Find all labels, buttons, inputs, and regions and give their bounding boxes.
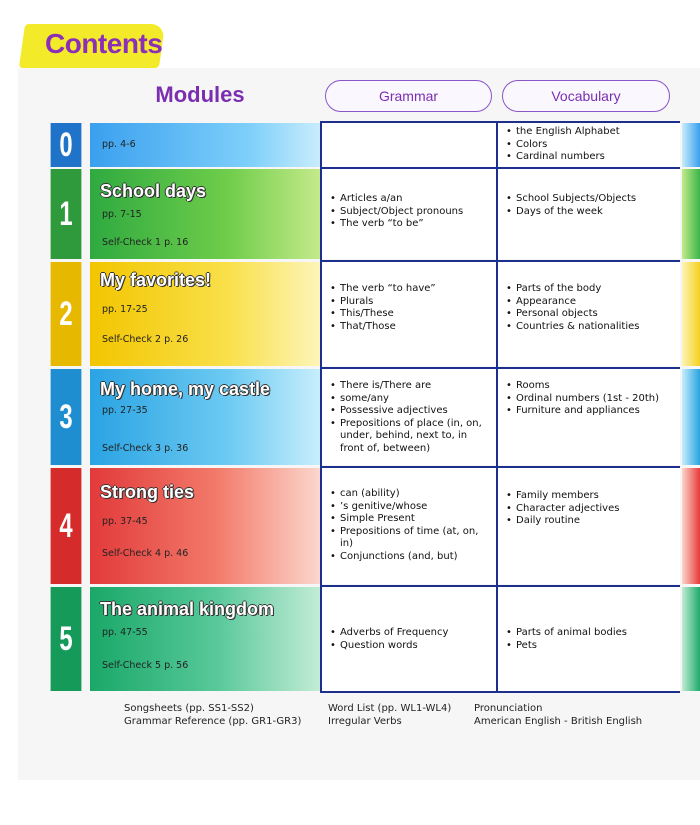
footer-item: Songsheets (pp. SS1-SS2) [124, 703, 254, 714]
list-item: • ’s genitive/whose [330, 501, 485, 514]
grammar-list [330, 283, 436, 333]
module-number: 4 [51, 468, 82, 584]
frame-divider [320, 121, 680, 123]
list-item: • The verb “to have” [330, 283, 436, 296]
vocabulary-heading: Vocabulary [502, 80, 670, 112]
list-item: • Possessive adjectives [330, 405, 490, 418]
edge-strip [682, 369, 700, 465]
grammar-list [330, 380, 490, 456]
vocabulary-list [506, 193, 636, 218]
list-item: • Adverbs of Frequency [330, 627, 448, 640]
vocabulary-list [506, 380, 659, 418]
module-self-check: Self-Check 3 p. 36 [102, 443, 189, 454]
list-item: • School Subjects/Objects [506, 193, 636, 206]
footer-item: Word List (pp. WL1-WL4) [328, 703, 452, 714]
grammar-cell [322, 369, 496, 465]
frame-divider [320, 121, 322, 693]
list-item: • Cardinal numbers [506, 151, 620, 164]
list-item: • Question words [330, 640, 448, 653]
list-item: • Countries & nationalities [506, 321, 639, 334]
list-item: • Conjunctions (and, but) [330, 551, 485, 564]
frame-divider [496, 121, 498, 693]
vocabulary-list [506, 627, 627, 652]
vocabulary-list [506, 490, 619, 528]
list-item: • Prepositions of time (at, on, in) [330, 526, 485, 551]
list-item: • The verb “to be” [330, 218, 463, 231]
frame-divider [322, 585, 680, 587]
vocabulary-cell [498, 123, 680, 167]
footer-item: Irregular Verbs [328, 715, 402, 727]
grammar-cell [322, 123, 496, 167]
edge-strip [682, 587, 700, 691]
edge-strip [682, 468, 700, 584]
grammar-cell [322, 169, 496, 259]
module-pages: pp. 47-55 [102, 627, 148, 638]
list-item: • Simple Present [330, 513, 485, 526]
frame-divider [322, 367, 680, 369]
list-item: • Parts of the body [506, 283, 639, 296]
module-pages: pp. 7-15 [102, 209, 142, 220]
list-item: • Rooms [506, 380, 659, 393]
modules-heading: Modules [155, 82, 245, 107]
vocabulary-list [506, 283, 639, 333]
list-item: • There is/There are [330, 380, 490, 393]
edge-strip [682, 262, 700, 366]
list-item: • Plurals [330, 296, 436, 309]
module-number: 0 [51, 123, 82, 167]
module-row-3 [44, 369, 680, 465]
module-number: 2 [51, 262, 82, 366]
list-item: • Appearance [506, 296, 639, 309]
list-item: • Personal objects [506, 308, 639, 321]
footer-item: American English - British English [474, 715, 643, 727]
module-title: My home, my castle [100, 379, 271, 399]
vocabulary-cell [498, 369, 680, 465]
list-item: • Parts of animal bodies [506, 627, 627, 640]
grammar-cell [322, 587, 496, 691]
module-row-4 [44, 468, 680, 584]
vocabulary-cell [498, 468, 680, 584]
list-item: • This/These [330, 308, 436, 321]
vocabulary-cell [498, 169, 680, 259]
module-title: The animal kingdom [100, 599, 275, 619]
list-item: • Pets [506, 640, 627, 653]
module-self-check: Self-Check 2 p. 26 [102, 334, 189, 345]
edge-strip [682, 123, 700, 167]
module-pages: pp. 17-25 [102, 304, 148, 315]
list-item: • That/Those [330, 321, 436, 334]
list-item: • Days of the week [506, 206, 636, 219]
grammar-heading: Grammar [325, 80, 492, 112]
module-row-2 [44, 262, 680, 366]
list-item: • Colors [506, 139, 620, 152]
frame-divider [322, 466, 680, 468]
module-self-check: Self-Check 1 p. 16 [102, 237, 189, 248]
frame-divider [320, 691, 680, 693]
module-number: 5 [51, 587, 82, 691]
vocabulary-list [506, 126, 620, 164]
module-self-check: Self-Check 4 p. 46 [102, 548, 189, 559]
footer-item: Pronunciation [474, 703, 543, 714]
footer-col-1 [124, 703, 301, 728]
module-number: 1 [51, 169, 82, 259]
module-row-1 [44, 169, 680, 259]
module-number: 3 [51, 369, 82, 465]
grammar-cell [322, 468, 496, 584]
grammar-list [330, 488, 485, 564]
grammar-list [330, 627, 448, 652]
footer-col-2 [328, 703, 451, 728]
list-item: • some/any [330, 393, 490, 406]
list-item: • the English Alphabet [506, 126, 620, 139]
vocabulary-cell [498, 262, 680, 366]
list-item: • Character adjectives [506, 503, 619, 516]
module-title: School days [100, 181, 207, 201]
page-title: Contents [45, 28, 163, 59]
list-item: • Subject/Object pronouns [330, 206, 463, 219]
edge-strip [682, 169, 700, 259]
module-row-5 [44, 587, 680, 691]
module-pages: pp. 27-35 [102, 405, 148, 416]
list-item: • Furniture and appliances [506, 405, 659, 418]
list-item: • Prepositions of place (in, on, under, behind, next to, in front of, between) [330, 418, 490, 456]
list-item: • Family members [506, 490, 619, 503]
footer-col-3 [474, 703, 642, 728]
list-item: • Daily routine [506, 515, 619, 528]
list-item: • can (ability) [330, 488, 485, 501]
frame-divider [322, 167, 680, 169]
list-item: • Articles a/an [330, 193, 463, 206]
module-self-check: Self-Check 5 p. 56 [102, 660, 189, 671]
module-title: Strong ties [100, 482, 195, 502]
grammar-list [330, 193, 463, 231]
footer-item: Grammar Reference (pp. GR1-GR3) [124, 715, 302, 727]
list-item: • Ordinal numbers (1st - 20th) [506, 393, 659, 406]
grammar-cell [322, 262, 496, 366]
module-pages: pp. 37-45 [102, 516, 148, 527]
frame-divider [322, 260, 680, 262]
module-pages: pp. 4-6 [102, 139, 136, 150]
module-title: My favorites! [100, 270, 212, 290]
module-row-0 [44, 123, 680, 167]
vocabulary-cell [498, 587, 680, 691]
